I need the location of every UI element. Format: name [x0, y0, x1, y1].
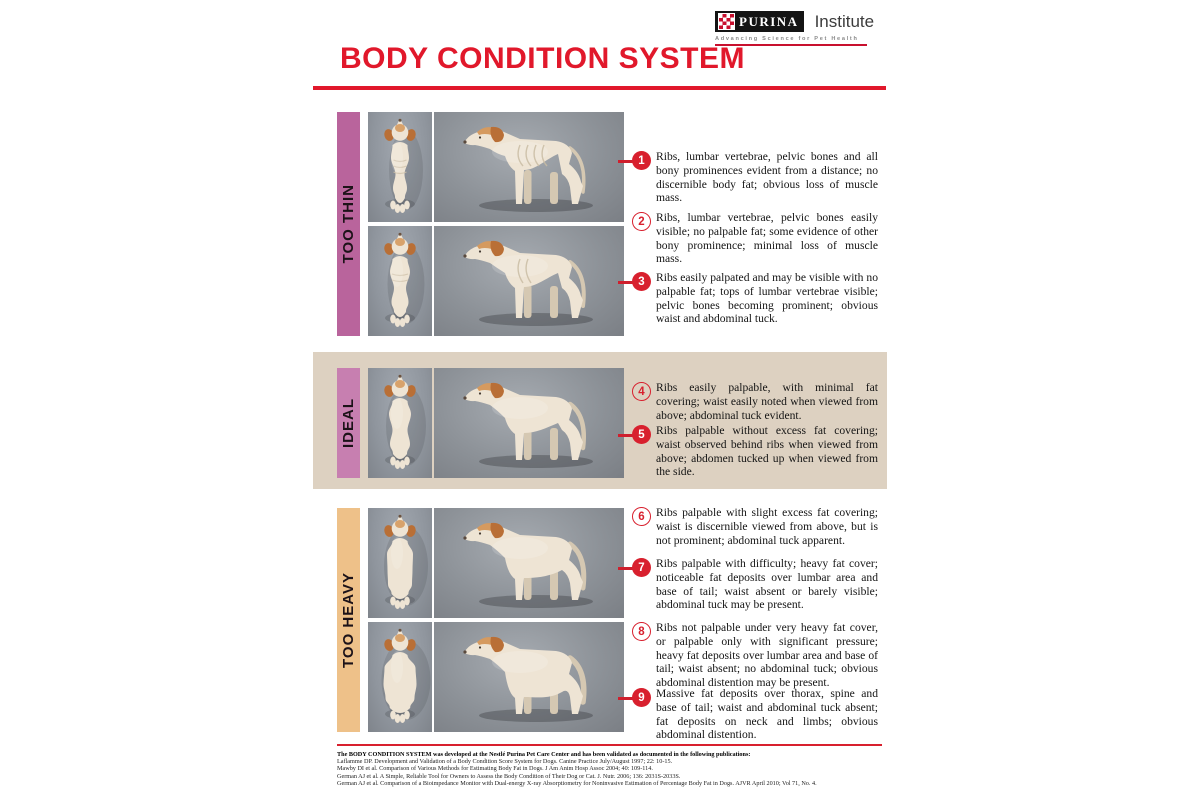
score-number: 1 [638, 154, 645, 167]
bcs-5-text: Ribs palpable without excess fat covering; waist observed behind ribs when viewed from above; abdomen tucked up when viewed from the side. [656, 424, 878, 479]
bcs-9-side-view-photo [434, 622, 624, 732]
leader-line [618, 160, 633, 163]
bcs-7-side-view-photo [434, 508, 624, 618]
bcs-2-text: Ribs, lumbar vertebrae, pelvic bones easily visible; no palpable fat; some evidence of other bony prominence; minimal loss of muscle mass. [656, 211, 878, 266]
bcs-2-description [632, 211, 878, 266]
bcs-1-text: Ribs, lumbar vertebrae, pelvic bones and all bony prominences evident from a distance; no discernible body fat; obvious loss of muscle mass. [656, 150, 878, 205]
bcs-8-text: Ribs not palpable under very heavy fat cover, or palpable only with significant pressure; heavy fat deposits over lumbar area and base of tail; waist absent; no abdominal tuck; obvious abdominal distention may be present. [656, 621, 878, 690]
bcs-3-text: Ribs easily palpated and may be visible with no palpable fat; tops of lumbar vertebrae visible; pelvic bones becoming prominent; obvious waist and abdominal tuck. [656, 271, 878, 326]
bcs-7-description [632, 557, 878, 612]
leader-line [618, 697, 633, 700]
ideal-label-text: IDEAL [340, 398, 357, 448]
bcs-4-text: Ribs easily palpable, with minimal fat covering; waist easily noted when viewed from above; abdominal tuck evident. [656, 381, 878, 422]
purina-institute-logo [715, 11, 873, 46]
citation: German AJ et al. Comparison of a Bioimpedance Monitor with Dual-energy X-ray Absorptiometry for Noninvasive Estimation of Percentage Body Fat in Dogs. AJVR April 2010; Vol 71, No. 4. [337, 779, 817, 787]
citation: Mawby DI et al. Comparison of Various Methods for Estimating Body Fat in Dogs. J Am Anim Hosp Assoc 2004; 40: 109-114. [337, 765, 653, 773]
score-badge-8 [632, 622, 651, 641]
score-number: 8 [638, 625, 645, 638]
section-label-too-heavy [337, 508, 360, 732]
score-badge-3 [632, 272, 651, 291]
bcs-1-side-view-photo [434, 112, 624, 222]
bcs-5-side-view-photo [434, 368, 624, 478]
too-heavy-label-text: TOO HEAVY [340, 572, 357, 668]
header-rule [313, 86, 886, 90]
score-number: 9 [638, 691, 645, 704]
purina-checkerboard-icon [718, 13, 735, 30]
score-badge-1 [632, 151, 651, 170]
bcs-6-text: Ribs palpable with slight excess fat covering; waist is discernible viewed from above, but is not prominent; abdominal tuck apparent. [656, 506, 878, 547]
score-badge-2 [632, 212, 651, 231]
leader-line [618, 434, 633, 437]
score-badge-7 [632, 558, 651, 577]
score-number: 2 [638, 215, 645, 228]
bcs-4-description [632, 381, 878, 422]
logo-row [715, 11, 873, 32]
score-badge-6 [632, 507, 651, 526]
purina-lockup [715, 11, 804, 32]
bcs-5-top-view-photo [368, 368, 432, 478]
section-label-ideal [337, 368, 360, 478]
bcs-9-text: Massive fat deposits over thorax, spine and base of tail; waist and abdominal tuck absent; fat deposits on neck and limbs; obvious abdominal distention. [656, 687, 878, 742]
footer-intro: The BODY CONDITION SYSTEM was developed at the Nestlé Purina Pet Care Center and has been validated as documented in the following publications: [337, 751, 751, 758]
score-number: 3 [638, 275, 645, 288]
score-number: 4 [638, 385, 645, 398]
bcs-3-side-view-photo [434, 226, 624, 336]
leader-line [618, 567, 633, 570]
logo-suffix-text: Institute [814, 11, 875, 31]
bcs-3-description [632, 271, 878, 326]
score-number: 6 [638, 510, 645, 523]
logo-brand-text: PURINA [739, 13, 799, 29]
leader-line [618, 281, 633, 284]
too-thin-label-text: TOO THIN [340, 184, 357, 264]
score-badge-4 [632, 382, 651, 401]
footer-citations [337, 751, 872, 787]
bcs-9-top-view-photo [368, 622, 432, 732]
bcs-9-description [632, 687, 878, 742]
score-number: 7 [638, 561, 645, 574]
bcs-6-description [632, 506, 878, 547]
page-title: BODY CONDITION SYSTEM [340, 42, 745, 75]
score-badge-5 [632, 425, 651, 444]
score-number: 5 [638, 428, 645, 441]
footer-rule [337, 744, 882, 746]
bcs-5-description [632, 424, 878, 479]
citation: Laflamme DP. Development and Validation of a Body Condition Score System for Dogs. Canine Practice July/August 1997; 22: 10-15. [337, 758, 673, 766]
bcs-1-description [632, 150, 878, 205]
bcs-8-description [632, 621, 878, 690]
score-badge-9 [632, 688, 651, 707]
logo-tagline: Advancing Science for Pet Health [715, 36, 859, 42]
bcs-1-top-view-photo [368, 112, 432, 222]
section-label-too-thin [337, 112, 360, 336]
citation: German AJ et al. A Simple, Reliable Tool for Owners to Assess the Body Condition of Their Dog or Cat. J. Nutr. 2006; 136: 2031S-2033S. [337, 772, 681, 780]
bcs-7-text: Ribs palpable with difficulty; heavy fat cover; noticeable fat deposits over lumbar area and base of tail; waist absent or barely visible; abdominal tuck may be present. [656, 557, 878, 612]
bcs-7-top-view-photo [368, 508, 432, 618]
bcs-3-top-view-photo [368, 226, 432, 336]
